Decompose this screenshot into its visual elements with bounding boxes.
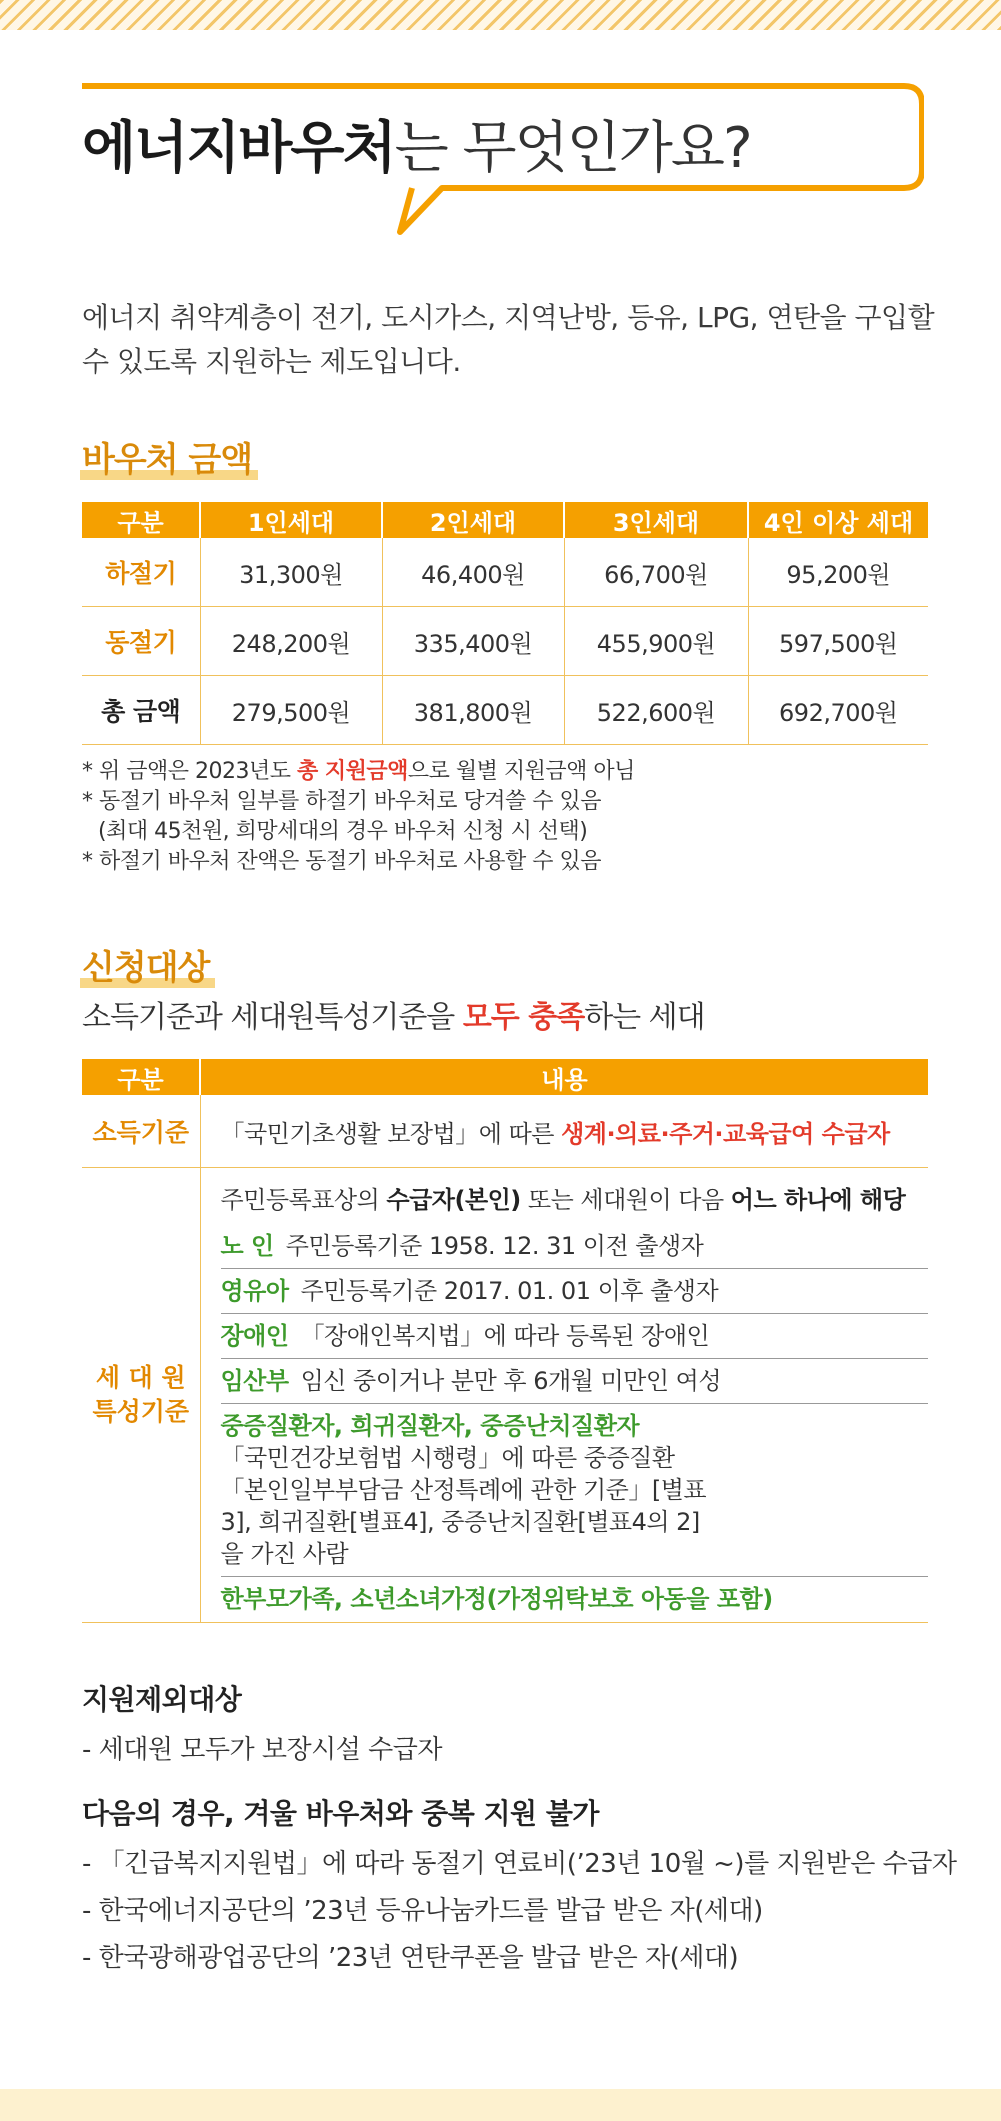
header-cell: 3인세대 [564,502,748,538]
list-item: 중증질환자, 희귀질환자, 중증난치질환자 「국민건강보험법 시행령」에 따른 중증질환「본인일부부담금 산정특례에 관한 기준」[별표3], 희귀질환[별표4], 중증난치질환[별표4의 2]을 가진 사람 [221,1404,929,1577]
household-lead: 주민등록표상의 수급자(본인) 또는 세대원이 다음 어느 하나에 해당 [220,1185,906,1214]
header-cell: 2인세대 [382,502,564,538]
table-cell: 597,500원 [748,607,928,676]
list-item: 장애인 「장애인복지법」에 따라 등록된 장애인 [221,1314,929,1359]
table-row [82,1095,928,1168]
table-cell: 455,900원 [564,607,748,676]
list-item: 노 인 주민등록기준 1958. 12. 31 이전 출생자 [221,1224,929,1269]
table-cell: 522,600원 [564,676,748,745]
table-cell: 46,400원 [382,538,564,607]
table-cell: 95,200원 [748,538,928,607]
row-label: 세 대 원 특성기준 [82,1168,200,1623]
income-criteria-text: 「국민기초생활 보장법」에 따른 생계·의료·주거·교육급여 수급자 [200,1095,928,1168]
intro-text: 에너지 취약계층이 전기, 도시가스, 지역난방, 등유, LPG, 연탄을 구입할 수 있도록 지원하는 제도입니다. [82,301,935,378]
table-cell: 248,200원 [200,607,382,676]
table-cell: 692,700원 [748,676,928,745]
header-cell: 내용 [200,1059,928,1095]
table-header-row [82,1059,928,1095]
row-label: 소득기준 [82,1095,200,1168]
note-line: (최대 45천원, 희망세대의 경우 바우처 신청 시 선택) [98,819,588,844]
table-cell: 335,400원 [382,607,564,676]
duplicate-item: - 한국광해광업공단의 ’23년 연탄쿠폰을 발급 받은 자(세대) [82,1943,739,1973]
exclusion-title: 지원제외대상 [82,1683,242,1716]
bottom-band-decoration [0,2089,1001,2121]
header-cell: 구분 [82,1059,200,1095]
table-row [82,676,928,745]
duplicate-item: - 한국에너지공단의 ’23년 등유나눔카드를 발급 받은 자(세대) [82,1896,763,1926]
note-line: * 하절기 바우처 잔액은 동절기 바우처로 사용할 수 있음 [82,849,601,874]
table-row [82,607,928,676]
voucher-section-title: 바우처 금액 [82,440,253,480]
row-label: 동절기 [82,607,200,676]
table-cell: 381,800원 [382,676,564,745]
table-cell: 279,500원 [200,676,382,745]
table-cell: 31,300원 [200,538,382,607]
eligibility-subtitle: 소득기준과 세대원특성기준을 모두 충족하는 세대 [82,1000,705,1035]
note-line: * 위 금액은 2023년도 총 지원금액으로 월별 지원금액 아님 [82,759,635,784]
row-label: 하절기 [82,538,200,607]
row-label: 총 금액 [82,676,200,745]
top-stripe-decoration [0,0,1001,30]
table-header-row [82,502,928,538]
header-cell: 구분 [82,502,200,538]
table-row [82,538,928,607]
list-item: 한부모가족, 소년소녀가정(가정위탁보호 아동을 포함) [220,1584,773,1613]
table-cell: 66,700원 [564,538,748,607]
eligibility-section-title: 신청대상 [82,948,210,988]
page-title: 에너지바우처는 무엇인가요? [82,116,751,181]
voucher-notes [82,757,635,877]
exclusion-item: - 세대원 모두가 보장시설 수급자 [82,1735,442,1765]
header-cell: 1인세대 [200,502,382,538]
table-row [82,1168,928,1623]
list-item: 영유아 주민등록기준 2017. 01. 01 이후 출생자 [221,1269,929,1314]
voucher-amount-table [82,502,928,745]
list-item: 임산부 임신 중이거나 분만 후 6개월 미만인 여성 [221,1359,929,1404]
duplicate-title: 다음의 경우, 겨울 바우처와 중복 지원 불가 [82,1797,599,1830]
duplicate-item: - 「긴급복지지원법」에 따라 동절기 연료비(’23년 10월 ~)를 지원받은 수급자 [82,1849,957,1879]
eligibility-table [82,1059,928,1623]
headline-bubble [82,82,924,200]
note-line: * 동절기 바우처 일부를 하절기 바우처로 당겨쓸 수 있음 [82,789,601,814]
household-criteria [200,1168,928,1623]
header-cell: 4인 이상 세대 [748,502,928,538]
